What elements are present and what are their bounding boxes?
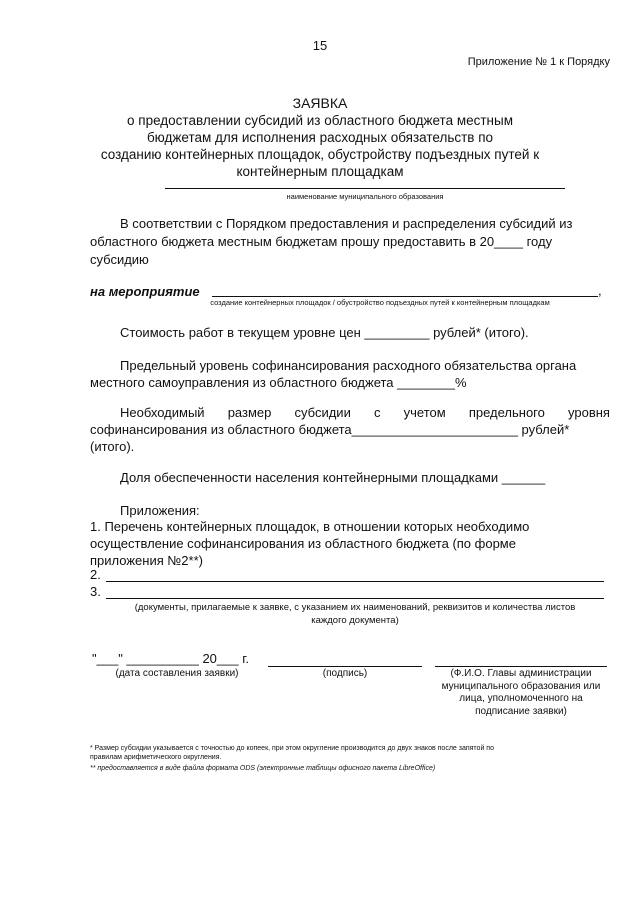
- measure-field[interactable]: [212, 296, 598, 297]
- attachment-item-1: [90, 518, 610, 569]
- measure-comma: ,: [598, 283, 602, 298]
- intro-line: субсидию: [90, 252, 149, 267]
- subtitle-line: о предоставлении субсидий из областного бюджета местным: [127, 113, 513, 128]
- subsidy-line: софинансирования из областного бюджета_______________________ рублей*: [90, 422, 570, 437]
- subsidy-word: с: [373, 405, 381, 420]
- page-number: 15: [312, 38, 328, 53]
- head-caption: [425, 668, 617, 718]
- attachment-line: 1. Перечень контейнерных площадок, в отношении которых необходимо: [90, 519, 530, 534]
- attachment-item-3-field[interactable]: [106, 598, 604, 599]
- attachment-item-2-number: 2.: [90, 567, 101, 582]
- head-caption-line: муниципального образования или: [441, 680, 601, 692]
- document-subtitle: [100, 112, 540, 180]
- appendix-reference: Приложение № 1 к Порядку: [467, 56, 610, 68]
- head-caption-line: (Ф.И.О. Главы администрации: [450, 668, 592, 679]
- attachment-item-3-number: 3.: [90, 584, 101, 599]
- measure-caption: создание контейнерных площадок / обустройство подъездных путей к контейнерным площадкам: [210, 298, 550, 307]
- head-caption-line: подписание заявки): [475, 705, 567, 717]
- attachments-caption: [100, 601, 610, 627]
- head-name-field[interactable]: [435, 666, 607, 667]
- limit-line: Предельный уровень софинансирования расходного обязательства органа: [120, 358, 577, 373]
- cost-line: Стоимость работ в текущем уровне цен _________ рублей* (итого).: [120, 325, 529, 340]
- footnote-line: * Размер субсидии указывается с точностью до копеек, при этом округление производится до двух знаков после запятой по: [90, 745, 494, 752]
- limit-paragraph: [90, 357, 610, 391]
- subsidy-word: учетом: [403, 405, 446, 420]
- subsidy-word: предельного: [468, 405, 545, 420]
- head-caption-line: лица, уполномоченного на: [459, 693, 583, 704]
- subsidy-word: субсидии: [294, 405, 351, 420]
- subsidy-word: уровня: [568, 405, 610, 420]
- limit-line: местного самоуправления из областного бюджета ________%: [90, 375, 467, 390]
- attachment-line: приложения №2**): [90, 553, 203, 568]
- subtitle-line: контейнерным площадкам: [236, 164, 404, 179]
- attachments-caption-line: каждого документа): [311, 615, 399, 626]
- attachment-item-2-field[interactable]: [106, 581, 604, 582]
- subtitle-line: бюджетам для исполнения расходных обязательств по: [146, 130, 494, 145]
- date-caption: (дата составления заявки): [115, 668, 239, 679]
- signature-caption: (подпись): [322, 668, 368, 679]
- date-field[interactable]: "___" __________ 20___ г.: [92, 651, 249, 666]
- municipality-field[interactable]: [165, 188, 565, 189]
- subsidy-paragraph: [90, 404, 610, 455]
- attachment-line: осуществление софинансирования из областного бюджета (по форме: [90, 536, 516, 551]
- measure-label: на мероприятие: [90, 284, 200, 299]
- document-title: ЗАЯВКА: [292, 95, 348, 111]
- footnote-2: ** предоставляется в виде файла формата ODS (электронные таблицы офисного пакета LibreOffice): [90, 765, 436, 772]
- intro-line: областного бюджета местным бюджетам прошу предоставить в 20____ году: [90, 234, 553, 249]
- footnote-line: правилам арифметического округления.: [90, 754, 222, 761]
- municipality-caption: наименование муниципального образования: [286, 192, 444, 201]
- subsidy-line: [90, 404, 610, 421]
- intro-line: В соответствии с Порядком предоставления и распределения субсидий из: [120, 216, 573, 231]
- subsidy-word: размер: [227, 405, 272, 420]
- footnote-1: [90, 744, 610, 762]
- intro-paragraph: [90, 215, 610, 269]
- subtitle-line: созданию контейнерных площадок, обустройству подъездных путей к: [100, 147, 540, 162]
- subsidy-word: Необходимый: [120, 405, 205, 420]
- subsidy-line: (итого).: [90, 439, 135, 454]
- signature-field[interactable]: [268, 666, 422, 667]
- attachments-heading: Приложения:: [120, 503, 200, 518]
- share-line: Доля обеспеченности населения контейнерными площадками ______: [120, 470, 546, 485]
- attachments-caption-line: (документы, прилагаемые к заявке, с указанием их наименований, реквизитов и количества листов: [134, 602, 576, 613]
